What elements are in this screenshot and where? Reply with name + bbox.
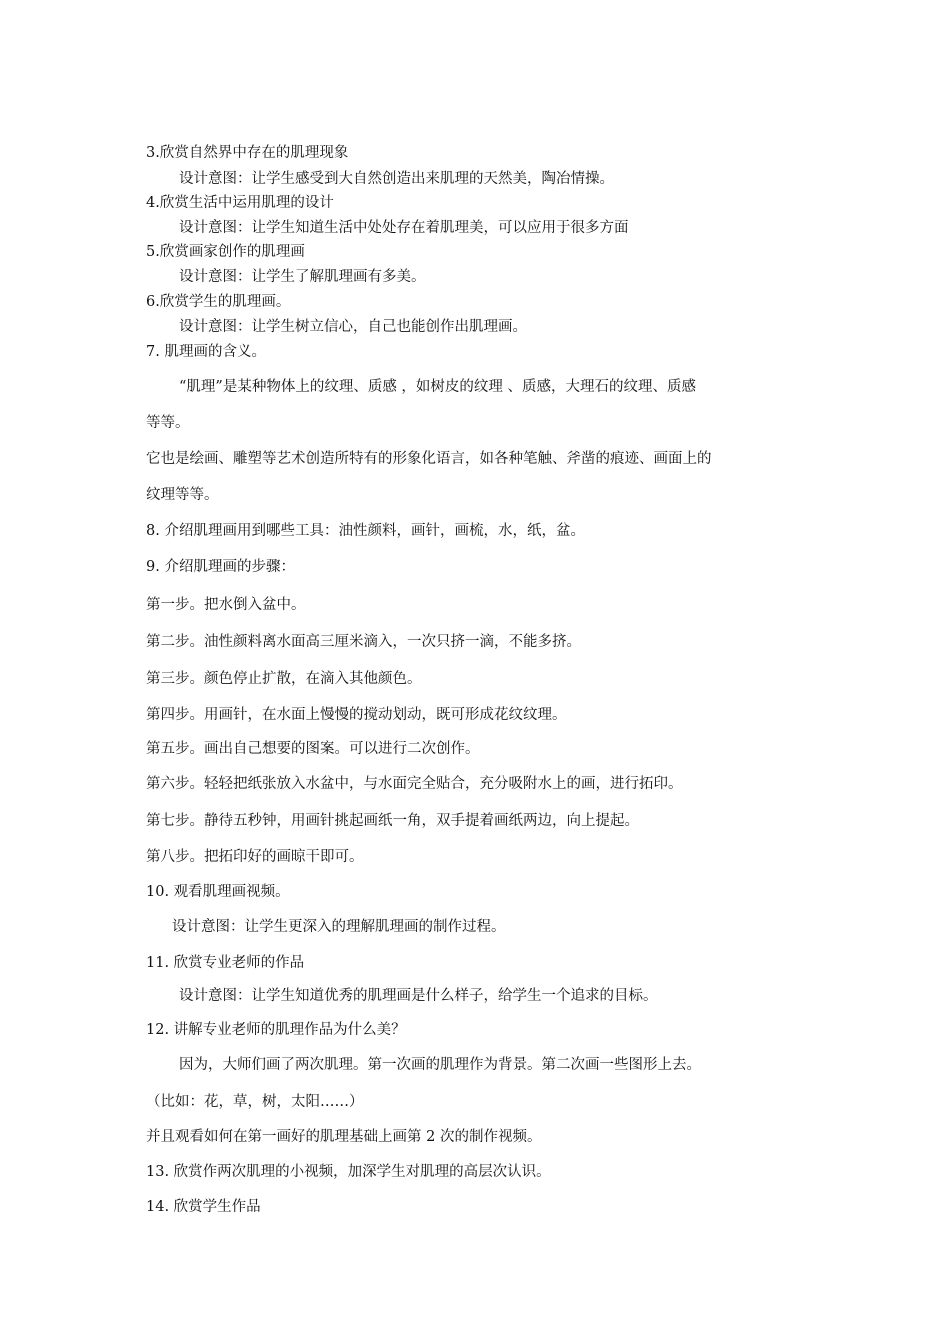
step-6: 第六步。轻轻把纸张放入水盆中，与水面完全贴合，充分吸附水上的画，进行拓印。 <box>146 776 683 792</box>
step-8: 第八步。把拓印好的画晾干即可。 <box>146 849 364 865</box>
why-beautiful-heading: 12. 讲解专业老师的肌理作品为什么美？ <box>146 1022 406 1038</box>
item-3-design-intent: 设计意图：让学生感受到大自然创造出来肌理的天然美，陶冶情操。 <box>179 171 614 187</box>
why-beautiful-line-3: 并且观看如何在第一画好的肌理基础上画第 2 次的制作视频。 <box>146 1129 542 1145</box>
item-6-heading: 6.欣赏学生的肌理画。 <box>146 294 291 310</box>
teacher-works-heading: 11. 欣赏专业老师的作品 <box>146 955 305 971</box>
step-2: 第二步。油性颜料离水面高三厘米滴入，一次只挤一滴，不能多挤。 <box>146 634 581 650</box>
meaning-paragraph-2-line-2: 纹理等等。 <box>146 487 219 503</box>
step-5: 第五步。画出自己想要的图案。可以进行二次创作。 <box>146 741 480 757</box>
student-works-heading: 14. 欣赏学生作品 <box>146 1199 261 1215</box>
step-1: 第一步。把水倒入盆中。 <box>146 597 306 613</box>
item-6-design-intent: 设计意图：让学生树立信心，自己也能创作出肌理画。 <box>179 319 527 335</box>
video-design-intent: 设计意图：让学生更深入的理解肌理画的制作过程。 <box>172 919 506 935</box>
step-4: 第四步。用画针，在水面上慢慢的搅动划动，既可形成花纹纹理。 <box>146 707 567 723</box>
meaning-heading: 7. 肌理画的含义。 <box>146 344 266 360</box>
item-4-heading: 4.欣赏生活中运用肌理的设计 <box>146 195 334 211</box>
meaning-paragraph-1-line-1: “肌理”是某种物体上的纹理、质感 ，如树皮的纹理 、质感，大理石的纹理、质感 <box>179 379 697 395</box>
teacher-works-design-intent: 设计意图：让学生知道优秀的肌理画是什么样子，给学生一个追求的目标。 <box>179 988 658 1004</box>
step-7: 第七步。静待五秒钟，用画针挑起画纸一角，双手提着画纸两边，向上提起。 <box>146 813 639 829</box>
item-3-heading: 3.欣赏自然界中存在的肌理现象 <box>146 145 349 161</box>
steps-heading: 9. 介绍肌理画的步骤： <box>146 559 295 575</box>
tools-line: 8. 介绍肌理画用到哪些工具：油性颜料，画针，画梳，水，纸，盆。 <box>146 523 585 539</box>
twice-texture-video-line: 13. 欣赏作两次肌理的小视频，加深学生对肌理的高层次认识。 <box>146 1164 551 1180</box>
video-heading: 10. 观看肌理画视频。 <box>146 884 290 900</box>
why-beautiful-line-1: 因为，大师们画了两次肌理。第一次画的肌理作为背景。第二次画一些图形上去。 <box>179 1057 701 1073</box>
item-5-design-intent: 设计意图：让学生了解肌理画有多美。 <box>179 269 426 285</box>
step-3: 第三步。颜色停止扩散，在滴入其他颜色。 <box>146 671 422 687</box>
meaning-paragraph-1-line-2: 等等。 <box>146 415 190 431</box>
item-5-heading: 5.欣赏画家创作的肌理画 <box>146 244 305 260</box>
why-beautiful-line-2: （比如：花，草，树，太阳……） <box>146 1094 364 1110</box>
meaning-paragraph-2-line-1: 它也是绘画、雕塑等艺术创造所特有的形象化语言，如各种笔触、斧凿的痕迹、画面上的 <box>146 451 712 467</box>
item-4-design-intent: 设计意图：让学生知道生活中处处存在着肌理美，可以应用于很多方面 <box>179 220 629 236</box>
